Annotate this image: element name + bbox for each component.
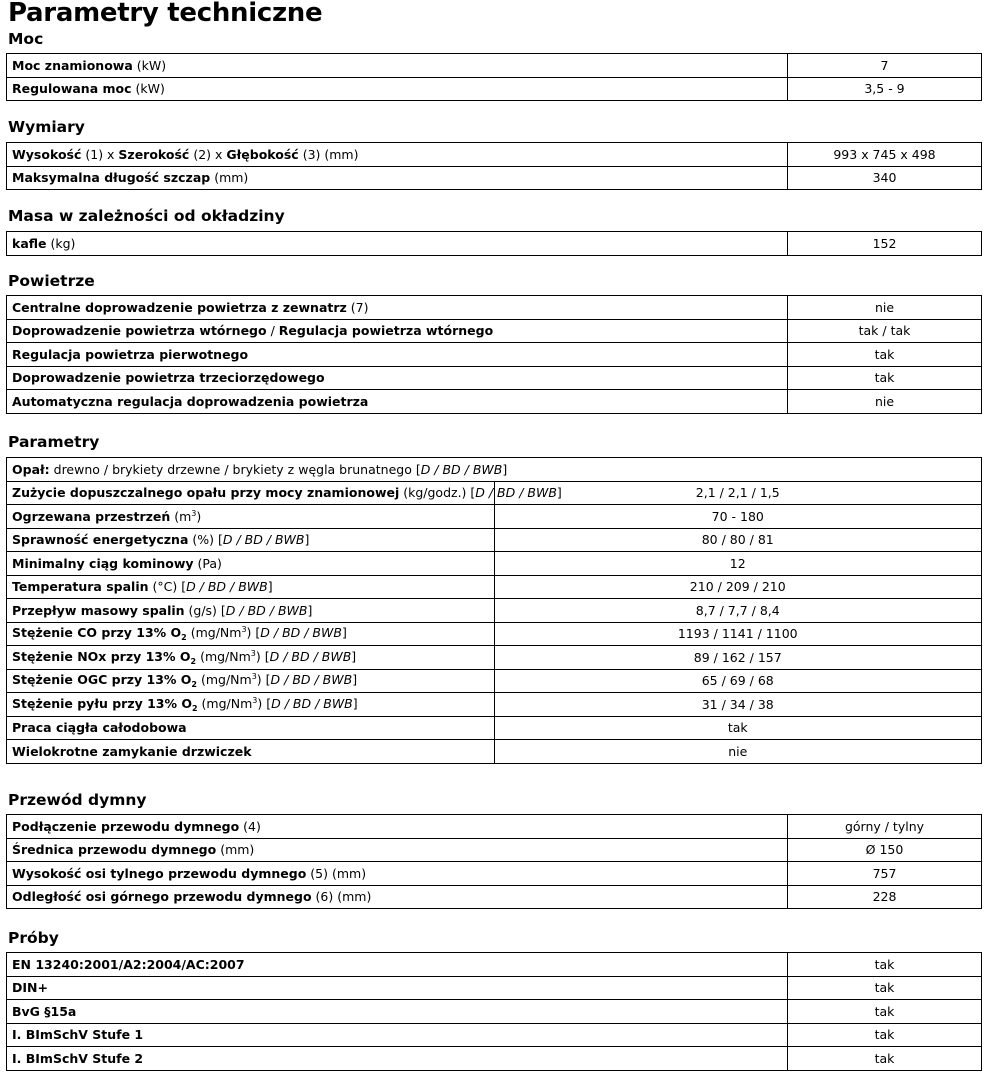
spec-value: 65 / 69 / 68: [494, 669, 982, 693]
spec-table-przewod-dymny: [6, 814, 982, 909]
label-fuel-codes: D / BD / BWB: [186, 579, 268, 595]
spec-label-cell: [7, 143, 788, 167]
label-fuel-codes: D / BD / BWB: [225, 602, 308, 618]
label-bold: Wysokość: [12, 146, 82, 162]
spec-label-cell: [7, 528, 495, 552]
spec-row: [7, 976, 982, 1000]
spec-label-cell: [7, 622, 495, 646]
spec-value: tak: [788, 953, 982, 977]
label-text: (1) x: [81, 146, 119, 162]
label-bold: DIN+: [12, 980, 48, 996]
label-text: ]: [341, 625, 347, 641]
label-bold: Odległość osi górnego przewodu dymnego: [12, 889, 312, 905]
spec-label-cell: [7, 885, 788, 909]
label-bold: Regulacja powietrza wtórnego: [278, 323, 494, 339]
spec-label-cell: [7, 232, 788, 256]
label-fuel-codes: D / BD / BWB: [269, 648, 352, 664]
spec-value: tak: [788, 1023, 982, 1047]
spec-label-cell: [7, 599, 495, 623]
spec-label-cell: [7, 166, 788, 190]
spec-value: górny / tylny: [788, 815, 982, 839]
spec-label-cell: [7, 458, 982, 482]
label-fuel-codes: D / BD / BWB: [260, 625, 342, 641]
label-text: (mm): [216, 842, 255, 858]
spec-row: [7, 166, 982, 190]
label-text: (6) (mm): [311, 889, 372, 905]
label-superscript: 3: [252, 695, 258, 705]
label-text: ]: [307, 602, 313, 618]
label-bold: Regulowana moc: [12, 81, 132, 97]
spec-row: [7, 77, 982, 101]
spec-value: 228: [788, 885, 982, 909]
label-bold: Maksymalna długość szczap: [12, 170, 211, 186]
spec-table-moc: [6, 53, 982, 101]
label-bold: Minimalny ciąg kominowy: [12, 555, 194, 571]
spec-row: [7, 343, 982, 367]
spec-row: [7, 232, 982, 256]
label-text: (mg/Nm: [186, 625, 242, 641]
label-bold: Przepływ masowy spalin: [12, 602, 185, 618]
spec-label-cell: [7, 1000, 788, 1024]
spec-row: [7, 505, 982, 529]
label-bold: Głębokość: [226, 146, 299, 162]
label-bold: Opał:: [12, 461, 50, 477]
spec-value: Ø 150: [788, 838, 982, 862]
spec-label-cell: [7, 976, 788, 1000]
section-heading-parametry: Parametry: [8, 433, 100, 451]
spec-value: 7: [788, 54, 982, 78]
label-fuel-codes: D / BD / BWB: [270, 672, 353, 688]
label-text: (mg/Nm: [196, 648, 251, 664]
spec-value: 993 x 745 x 498: [788, 143, 982, 167]
label-bold: EN 13240:2001/A2:2004/AC:2007: [12, 956, 245, 972]
label-bold: Doprowadzenie powietrza trzeciorzędowego: [12, 370, 325, 386]
spec-label-cell: [7, 646, 495, 670]
label-text: ): [196, 508, 202, 524]
label-bold: Szerokość: [118, 146, 190, 162]
label-bold: Podłączenie przewodu dymnego: [12, 818, 240, 834]
section-heading-proby: Próby: [8, 929, 59, 947]
spec-row: [7, 953, 982, 977]
spec-value: tak: [788, 1047, 982, 1071]
spec-table-parametry: [6, 457, 982, 764]
label-bold: Centralne doprowadzenie powietrza z zewnatrz: [12, 299, 347, 315]
label-text: (g/s) [: [184, 602, 226, 618]
spec-value: 152: [788, 232, 982, 256]
spec-row: [7, 838, 982, 862]
label-bold: Ogrzewana przestrzeń: [12, 508, 171, 524]
label-bold: Stężenie OGC przy 13% O: [12, 672, 192, 688]
label-text: (°C) [: [148, 579, 187, 595]
spec-value: 340: [788, 166, 982, 190]
label-superscript: 3: [191, 508, 197, 518]
section-heading-moc: Moc: [8, 30, 44, 48]
label-fuel-codes: D / BD / BWB: [475, 485, 557, 501]
label-text: ) [: [246, 625, 261, 641]
spec-value: tak: [494, 716, 982, 740]
label-bold: Temperatura spalin: [12, 579, 149, 595]
spec-value: tak: [788, 343, 982, 367]
label-bold: Stężenie NOx przy 13% O: [12, 648, 191, 664]
label-subscript: 2: [181, 633, 187, 643]
section-heading-masa: Masa w zależności od okładziny: [8, 207, 285, 225]
label-text: (kg): [46, 235, 76, 251]
spec-label-cell: [7, 838, 788, 862]
spec-row: [7, 1023, 982, 1047]
label-bold: Regulacja powietrza pierwotnego: [12, 346, 249, 362]
spec-row: [7, 815, 982, 839]
spec-value: 1193 / 1141 / 1100: [494, 622, 982, 646]
spec-value: 3,5 - 9: [788, 77, 982, 101]
spec-row: [7, 390, 982, 414]
spec-row: [7, 693, 982, 717]
label-fuel-codes: D / BD / BWB: [420, 461, 503, 477]
spec-row: [7, 646, 982, 670]
label-text: (%) [: [188, 532, 223, 548]
label-text: /: [266, 323, 279, 339]
label-bold: Stężenie pyłu przy 13% O: [12, 695, 192, 711]
spec-label-cell: [7, 296, 788, 320]
spec-value: 31 / 34 / 38: [494, 693, 982, 717]
label-text: (2) x: [189, 146, 227, 162]
spec-label-cell: [7, 815, 788, 839]
spec-label-cell: [7, 390, 788, 414]
label-fuel-codes: D / BD / BWB: [271, 695, 353, 711]
label-bold: Sprawność energetyczna: [12, 532, 189, 548]
spec-table-masa: [6, 231, 982, 256]
spec-label-cell: [7, 54, 788, 78]
label-text: (7): [346, 299, 369, 315]
label-bold: Automatyczna regulacja doprowadzenia powietrza: [12, 393, 369, 409]
spec-value: tak: [788, 366, 982, 390]
label-text: ]: [556, 485, 562, 501]
spec-label-cell: [7, 481, 562, 505]
spec-row: [7, 366, 982, 390]
spec-value: 2,1 / 2,1 / 1,5: [494, 481, 982, 505]
spec-value: tak / tak: [788, 319, 982, 343]
label-bold: BvG §15a: [12, 1003, 77, 1019]
spec-label-cell: [7, 1023, 788, 1047]
spec-row: [7, 143, 982, 167]
section-heading-powietrze: Powietrze: [8, 272, 95, 290]
label-text: (mg/Nm: [197, 695, 253, 711]
label-text: (kg/godz.) [: [399, 485, 476, 501]
spec-row: [7, 458, 982, 482]
spec-label-cell: [7, 505, 495, 529]
spec-label-cell: [7, 575, 495, 599]
label-text: ]: [352, 695, 358, 711]
label-text: (mm): [210, 170, 249, 186]
label-text: (m: [170, 508, 192, 524]
label-text: ]: [352, 672, 358, 688]
section-heading-wymiary: Wymiary: [8, 118, 85, 136]
spec-label-cell: [7, 552, 495, 576]
spec-row: [7, 669, 982, 693]
spec-value: nie: [494, 740, 982, 764]
label-bold: Moc znamionowa: [12, 57, 133, 73]
label-text: (kW): [131, 81, 165, 97]
spec-row: [7, 885, 982, 909]
spec-table-proby: [6, 952, 982, 1071]
label-bold: kafle: [12, 235, 47, 251]
label-text: ]: [502, 461, 508, 477]
label-text: (mg/Nm: [197, 672, 252, 688]
label-bold: Wielokrotne zamykanie drzwiczek: [12, 743, 252, 759]
label-text: (4): [239, 818, 261, 834]
spec-row: [7, 528, 982, 552]
spec-label-cell: [7, 343, 788, 367]
spec-row: [7, 552, 982, 576]
spec-value: tak: [788, 1000, 982, 1024]
spec-label-cell: [7, 693, 495, 717]
label-fuel-codes: D / BD / BWB: [222, 532, 305, 548]
spec-value: 210 / 209 / 210: [494, 575, 982, 599]
spec-label-cell: [7, 716, 495, 740]
spec-label-cell: [7, 862, 788, 886]
label-bold: I. BImSchV Stufe 1: [12, 1027, 144, 1043]
label-text: ) [: [257, 695, 272, 711]
spec-value: 89 / 162 / 157: [494, 646, 982, 670]
spec-label-cell: [7, 1047, 788, 1071]
spec-value: 70 - 180: [494, 505, 982, 529]
spec-row: [7, 296, 982, 320]
spec-value: 8,7 / 7,7 / 8,4: [494, 599, 982, 623]
label-text: ]: [304, 532, 310, 548]
spec-label-cell: [7, 319, 788, 343]
label-text: (kW): [132, 57, 167, 73]
label-bold: Doprowadzenie powietrza wtórnego: [12, 323, 267, 339]
spec-row: [7, 54, 982, 78]
spec-table-powietrze: [6, 295, 982, 414]
label-subscript: 2: [192, 703, 198, 713]
spec-row: [7, 575, 982, 599]
spec-value: nie: [788, 390, 982, 414]
label-superscript: 3: [251, 672, 257, 682]
spec-row: [7, 1000, 982, 1024]
label-bold: Praca ciągła całodobowa: [12, 720, 187, 736]
spec-row: [7, 599, 982, 623]
label-text: drewno / brykiety drzewne / brykiety z węgla brunatnego [: [49, 461, 421, 477]
spec-value: 12: [494, 552, 982, 576]
label-bold: I. BImSchV Stufe 2: [12, 1050, 144, 1066]
label-text: (5) (mm): [306, 865, 367, 881]
label-text: ) [: [256, 672, 271, 688]
spec-row: [7, 740, 982, 764]
spec-value: tak: [788, 976, 982, 1000]
spec-label-cell: [7, 740, 495, 764]
label-superscript: 3: [241, 625, 247, 635]
label-subscript: 2: [191, 680, 197, 690]
label-subscript: 2: [190, 656, 197, 666]
label-text: (3) (mm): [298, 146, 359, 162]
spec-value: nie: [788, 296, 982, 320]
label-text: ]: [351, 648, 357, 664]
label-bold: Wysokość osi tylnego przewodu dymnego: [12, 865, 307, 881]
spec-row: [7, 862, 982, 886]
label-text: ) [: [255, 648, 270, 664]
label-bold: Stężenie CO przy 13% O: [12, 625, 182, 641]
spec-row: [7, 622, 982, 646]
spec-value: 757: [788, 862, 982, 886]
spec-row: [7, 481, 982, 505]
spec-row: [7, 319, 982, 343]
label-text: (Pa): [193, 555, 222, 571]
spec-label-cell: [7, 366, 788, 390]
label-superscript: 3: [250, 648, 256, 658]
spec-label-cell: [7, 669, 495, 693]
label-text: ]: [267, 579, 273, 595]
spec-row: [7, 716, 982, 740]
spec-label-cell: [7, 77, 788, 101]
label-bold: Średnica przewodu dymnego: [12, 842, 217, 858]
section-heading-przewod-dymny: Przewód dymny: [8, 791, 147, 809]
spec-label-cell: [7, 953, 788, 977]
spec-table-wymiary: [6, 142, 982, 190]
spec-value: 80 / 80 / 81: [494, 528, 982, 552]
spec-row: [7, 1047, 982, 1071]
label-bold: Zużycie dopuszczalnego opału przy mocy znamionowej: [12, 485, 400, 501]
page-title: Parametry techniczne: [8, 0, 323, 28]
